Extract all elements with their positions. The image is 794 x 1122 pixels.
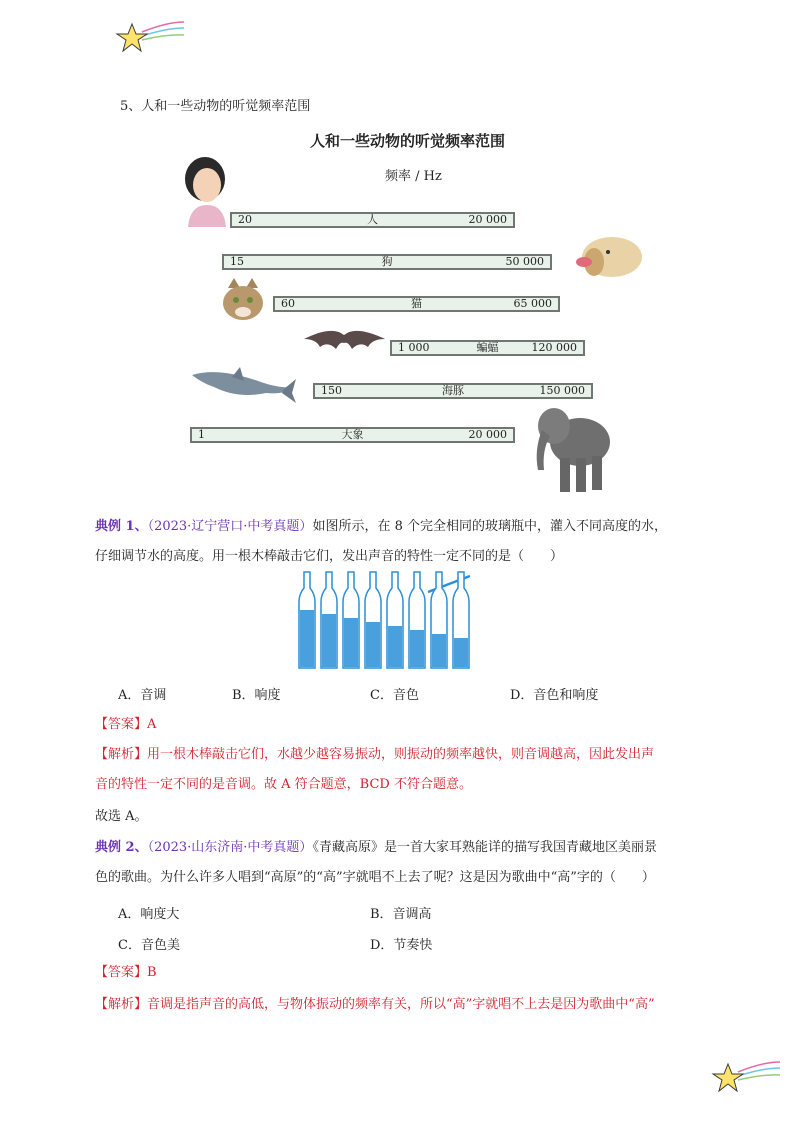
example2-answer: 【答案】B: [95, 965, 157, 980]
example1-option-a: A．音调: [118, 688, 167, 703]
example2-text-line2: 色的歌曲。为什么许多人唱到“高原”的“高”字就唱不上去了呢？这是因为歌曲中“高”字的（ ）: [95, 870, 655, 885]
example2-question: [95, 833, 657, 893]
bottle-water: [388, 626, 402, 667]
range-bar-dog: 15 狗 50 000: [222, 254, 552, 270]
example1-question: [95, 512, 667, 572]
example2-option-a: A．响度大: [118, 907, 180, 922]
range-bar-cat: 60 猫 65 000: [273, 296, 560, 312]
bat-icon: [302, 325, 387, 357]
elephant-icon: [532, 400, 614, 495]
glass-bottles-figure: [290, 570, 490, 672]
example1-source: （2023·辽宁营口·中考真题）: [147, 519, 313, 534]
hearing-range-figure: [180, 120, 660, 500]
range-bar-elephant: 1 大象 20 000: [190, 427, 515, 443]
example1-option-c: C．音色: [370, 688, 419, 703]
dolphin-icon: [188, 363, 298, 408]
shooting-star-icon: [112, 18, 187, 60]
example2-source: （2023·山东济南·中考真题）: [147, 840, 313, 855]
person-icon: [180, 155, 230, 227]
example1-text-line2: 仔细调节水的高度。用一根木棒敲击它们，发出声音的特性一定不同的是（ ）: [95, 549, 564, 564]
example1-analysis: 【解析】用一根木棒敲击它们，水越少越容易振动，则振动的频率越快，则音调越高，因此发出声 音的特性一定不同的是音调。故 A 符合题意，BCD 不符合题意。: [95, 747, 655, 792]
range-bar-bat: 1 000 蝙蝠 120 000: [390, 340, 585, 356]
bottle-water: [300, 610, 314, 667]
example1-text-line1: 如图所示，在 8 个完全相同的玻璃瓶中，灌入不同高度的水，: [312, 519, 667, 534]
example1-choice: 故选 A。: [95, 809, 148, 824]
bottle-water: [366, 622, 380, 667]
analysis-label: 【解析】: [95, 997, 148, 1012]
shooting-star-icon: [708, 1058, 783, 1100]
dog-icon: [572, 232, 647, 282]
range-bar-human: 20 人 20 000: [230, 212, 515, 228]
bottle-water: [454, 638, 468, 667]
example1-option-d: D．音色和响度: [510, 688, 599, 703]
example1-option-b: B．响度: [232, 688, 281, 703]
example2-option-d: D．节奏快: [370, 938, 433, 953]
bottle-water: [410, 630, 424, 667]
figure-unit: 频率 / Hz: [385, 169, 442, 184]
bottle-water: [322, 614, 336, 667]
figure-title: 人和一些动物的听觉频率范围: [310, 132, 506, 150]
example1-label: 典例 1、: [95, 519, 148, 534]
example1-answer: 【答案】A: [95, 717, 157, 732]
bottle-water: [344, 618, 358, 667]
bottle-water: [432, 634, 446, 667]
example2-option-c: C．音色美: [118, 938, 180, 953]
analysis-label: 【解析】: [95, 747, 148, 762]
cat-icon: [218, 278, 268, 323]
example2-text-line1: 《青藏高原》是一首大家耳熟能详的描写我国青藏地区美丽景: [312, 840, 657, 855]
section-heading: 5、人和一些动物的听觉频率范围: [120, 99, 311, 114]
example2-label: 典例 2、: [95, 840, 148, 855]
range-bar-dolphin: 150 海豚 150 000: [313, 383, 593, 399]
example2-option-b: B．音调高: [370, 907, 432, 922]
example2-analysis: 【解析】音调是指声音的高低，与物体振动的频率有关，所以“高”字就唱不上去是因为歌曲中“高”: [95, 997, 655, 1012]
